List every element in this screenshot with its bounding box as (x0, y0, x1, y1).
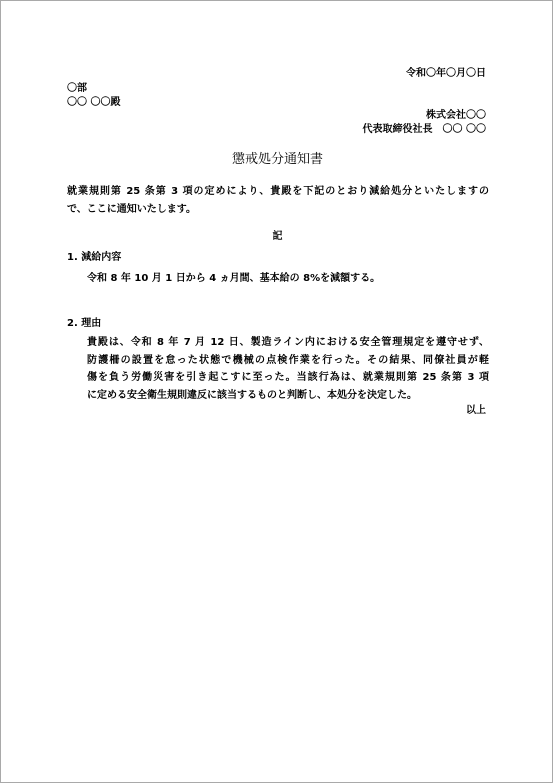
section2-body (87, 334, 489, 404)
recipient-name: 〇〇 〇〇殿 (67, 97, 121, 108)
reason-line: に定める安全衛生規則違反に該当するものと判断し、本処分を決定した。 (87, 389, 417, 401)
section2-heading: 2. 理由 (67, 318, 102, 329)
intro-line: で、ここに通知いたします。 (67, 203, 196, 215)
issue-date: 令和〇年〇月〇日 (406, 68, 486, 79)
reason-line: 貴殿は、令和 8 年 7 月 12 日、製造ライン内における安全管理規定を遵守せず、 (87, 337, 489, 348)
ki-heading: 記 (272, 231, 283, 242)
intro-line: 就業規則第 25 条第 3 項の定めにより、貴殿を下記のとおり減給処分といたしますの (67, 186, 489, 197)
section1-body: 令和 8 年 10 月 1 日から 4 ヵ月間、基本給の 8%を減額する。 (87, 273, 381, 284)
sender-company: 株式会社〇〇 (426, 110, 486, 121)
sender-representative: 代表取締役社長 〇〇 〇〇 (362, 124, 486, 135)
closing-mark: 以上 (466, 405, 486, 416)
intro-paragraph (67, 183, 489, 218)
reason-line: 防護柵の設置を怠った状態で機械の点検作業を行った。その結果、同僚社員が軽 (87, 354, 489, 366)
recipient-department: 〇部 (67, 83, 87, 94)
section1-heading: 1. 減給内容 (67, 252, 122, 263)
document-title: 懲戒処分通知書 (231, 152, 323, 167)
reason-line: 傷を負う労働災害を引き起こすに至った。当該行為は、就業規則第 25 条第 3 項 (87, 372, 489, 383)
